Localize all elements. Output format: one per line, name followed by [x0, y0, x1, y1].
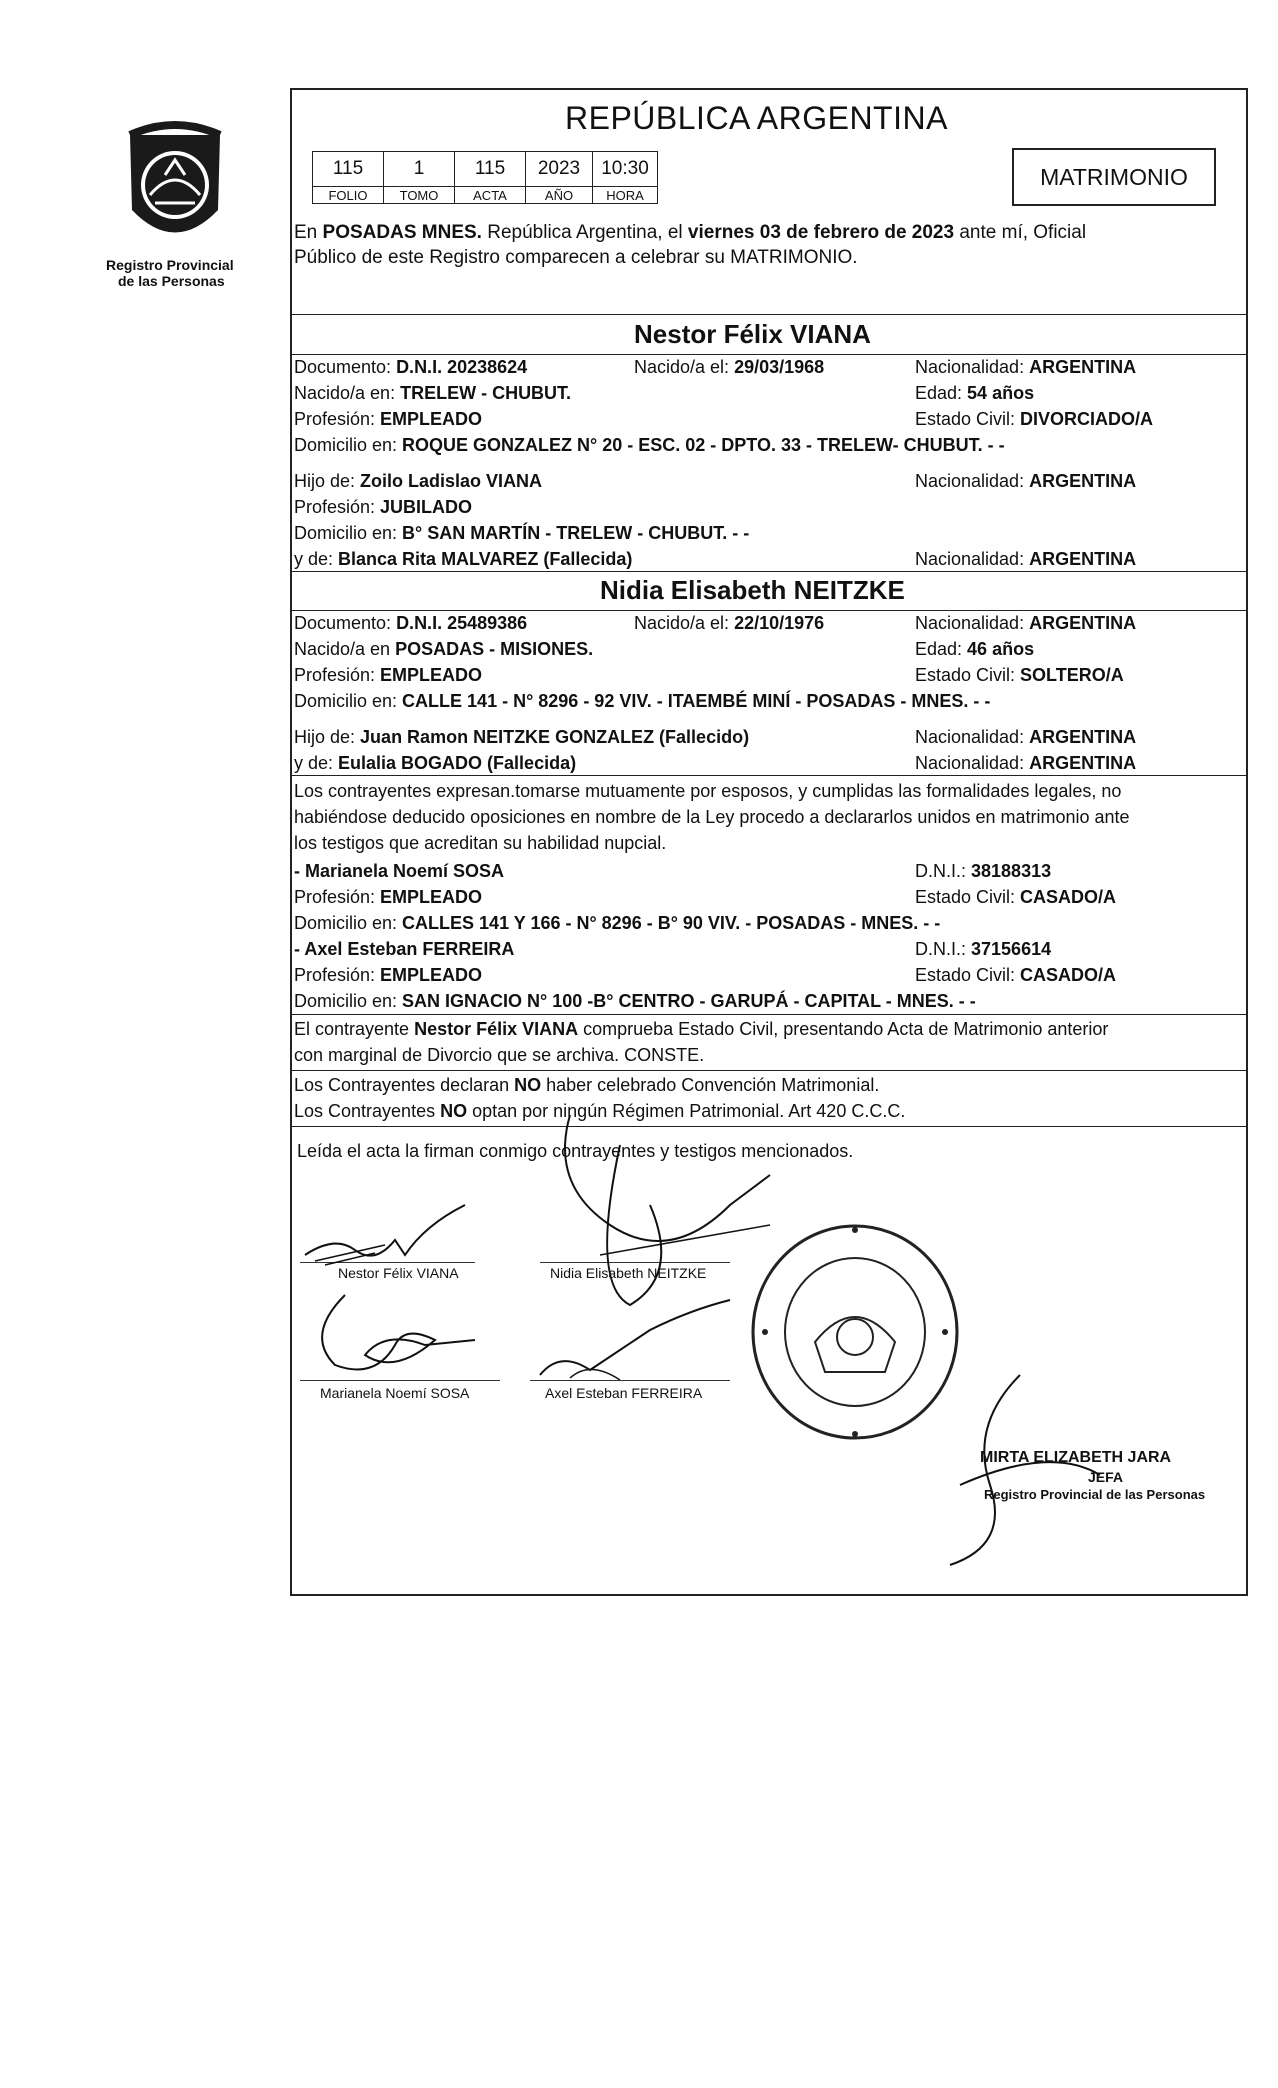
civil-status-note-line-2: con marginal de Divorcio que se archiva. CONSTE. [294, 1045, 705, 1065]
signature-label-witness-2: Axel Esteban FERREIRA [545, 1385, 703, 1401]
groom-signature-icon [295, 1195, 495, 1275]
official-role: JEFA [1088, 1469, 1124, 1485]
bride-age: Edad: 46 años [915, 639, 1035, 659]
official-name: MIRTA ELIZABETH JARA [980, 1449, 1172, 1466]
divider [290, 1070, 1248, 1071]
page-title: REPÚBLICA ARGENTINA [565, 100, 948, 136]
groom-mother: y de: Blanca Rita MALVAREZ (Fallecida) [294, 549, 633, 569]
declaration-line-3: los testigos que acreditan su habilidad nupcial. [294, 833, 667, 853]
regime-line-1: Los Contrayentes declaran NO haber celebrado Convención Matrimonial. [294, 1075, 880, 1095]
witness-2-dni: D.N.I.: 37156614 [915, 939, 1052, 959]
groom-birthplace: Nacido/a en: TRELEW - CHUBUT. [294, 383, 572, 403]
official-organization: Registro Provincial de las Personas [984, 1487, 1206, 1502]
groom-profession: Profesión: EMPLEADO [294, 409, 483, 429]
tomo-label: TOMO [384, 187, 455, 204]
groom-address: Domicilio en: ROQUE GONZALEZ N° 20 - ESC. 02 - DPTO. 33 - TRELEW- CHUBUT. - - [294, 435, 1005, 455]
declaration-line-2: habiéndose deducido oposiciones en nombre de la Ley procedo a declararlos unidos en matrimonio ante [294, 807, 1130, 827]
signature-label-witness-1: Marianela Noemí SOSA [320, 1385, 470, 1401]
folio-label: FOLIO [313, 187, 384, 204]
intro-line-1 [294, 222, 1086, 244]
groom-nationality: Nacionalidad: ARGENTINA [915, 357, 1137, 377]
groom-father: Hijo de: Zoilo Ladislao VIANA [294, 471, 543, 491]
anio-value: 2023 [526, 152, 593, 187]
bride-name: Nidia Elisabeth NEITZKE [600, 575, 905, 605]
witness-1-profession: Profesión: EMPLEADO [294, 887, 483, 907]
folio-value: 115 [313, 152, 384, 187]
witness-1-address: Domicilio en: CALLES 141 Y 166 - N° 8296 - B° 90 VIV. - POSADAS - MNES. - - [294, 913, 941, 933]
bride-address: Domicilio en: CALLE 141 - N° 8296 - 92 VIV. - ITAEMBÉ MINÍ - POSADAS - MNES. - - [294, 691, 991, 711]
signature-label-groom: Nestor Félix VIANA [338, 1265, 459, 1281]
bride-profession: Profesión: EMPLEADO [294, 665, 483, 685]
intro-text: República Argentina, el [481, 222, 688, 243]
groom-civil-status: Estado Civil: DIVORCIADO/A [915, 409, 1154, 429]
anio-label: AÑO [526, 187, 593, 204]
witness-2-civil-status: Estado Civil: CASADO/A [915, 965, 1117, 985]
groom-age: Edad: 54 años [915, 383, 1035, 403]
groom-father-profession: Profesión: JUBILADO [294, 497, 473, 517]
acta-value: 115 [455, 152, 526, 187]
declaration-line-1: Los contrayentes expresan.tomarse mutuamente por esposos, y cumplidas las formalidades legales, no [294, 781, 1122, 801]
witness-2-name: - Axel Esteban FERREIRA [294, 939, 515, 959]
intro-text: ante mí, Oficial [954, 222, 1087, 243]
groom-father-address: Domicilio en: B° SAN MARTÍN - TRELEW - CHUBUT. - - [294, 523, 750, 543]
bride-birthdate: Nacido/a el: 22/10/1976 [634, 613, 825, 633]
registry-name-line2: de las Personas [118, 273, 225, 289]
bride-document: Documento: D.N.I. 25489386 [294, 613, 528, 633]
hora-value: 10:30 [593, 152, 658, 187]
witness-2-address: Domicilio en: SAN IGNACIO N° 100 -B° CENTRO - GARUPÁ - CAPITAL - MNES. - - [294, 991, 976, 1011]
acta-label: ACTA [455, 187, 526, 204]
witness-2-signature-icon [530, 1290, 750, 1390]
divider [290, 571, 1248, 572]
bride-nationality: Nacionalidad: ARGENTINA [915, 613, 1137, 633]
intro-place: POSADAS MNES. [322, 222, 482, 243]
witness-1-civil-status: Estado Civil: CASADO/A [915, 887, 1117, 907]
registry-logo [110, 115, 240, 255]
witness-1-signature-icon [305, 1285, 505, 1385]
divider [290, 314, 1248, 315]
closing-text: Leída el acta la firman conmigo contrayentes y testigos mencionados. [297, 1141, 854, 1161]
bride-mother-nationality: Nacionalidad: ARGENTINA [915, 753, 1137, 773]
misiones-seal-icon [110, 115, 240, 255]
bride-birthplace: Nacido/a en POSADAS - MISIONES. [294, 639, 594, 659]
bride-civil-status: Estado Civil: SOLTERO/A [915, 665, 1124, 685]
divider [290, 775, 1248, 776]
groom-document: Documento: D.N.I. 20238624 [294, 357, 528, 377]
witness-2-profession: Profesión: EMPLEADO [294, 965, 483, 985]
intro-text: En [294, 222, 323, 243]
signature-label-bride: Nidia Elisabeth NEITZKE [550, 1265, 707, 1281]
bride-mother: y de: Eulalia BOGADO (Fallecida) [294, 753, 577, 773]
divider [290, 354, 1248, 355]
act-type-badge: MATRIMONIO [1012, 148, 1216, 206]
hora-label: HORA [593, 187, 658, 204]
registry-name-line1: Registro Provincial [106, 257, 234, 273]
regime-line-2: Los Contrayentes NO optan por ningún Régimen Patrimonial. Art 420 C.C.C. [294, 1101, 906, 1121]
bride-father: Hijo de: Juan Ramon NEITZKE GONZALEZ (Fallecido) [294, 727, 750, 747]
groom-birthdate: Nacido/a el: 29/03/1968 [634, 357, 825, 377]
divider [290, 610, 1248, 611]
bride-father-nationality: Nacionalidad: ARGENTINA [915, 727, 1137, 747]
groom-mother-nationality: Nacionalidad: ARGENTINA [915, 549, 1137, 569]
intro-date: viernes 03 de febrero de 2023 [687, 222, 955, 243]
witness-1-name: - Marianela Noemí SOSA [294, 861, 505, 881]
divider [290, 1014, 1248, 1015]
intro-line-2: Público de este Registro comparecen a celebrar su MATRIMONIO. [294, 247, 858, 268]
tomo-value: 1 [384, 152, 455, 187]
witness-1-dni: D.N.I.: 38188313 [915, 861, 1052, 881]
act-reference-grid [312, 151, 658, 204]
civil-status-note-line-1: El contrayente Nestor Félix VIANA comprueba Estado Civil, presentando Acta de Matrimonio anterior [294, 1019, 1109, 1039]
groom-name: Nestor Félix VIANA [634, 319, 871, 349]
groom-father-nationality: Nacionalidad: ARGENTINA [915, 471, 1137, 491]
